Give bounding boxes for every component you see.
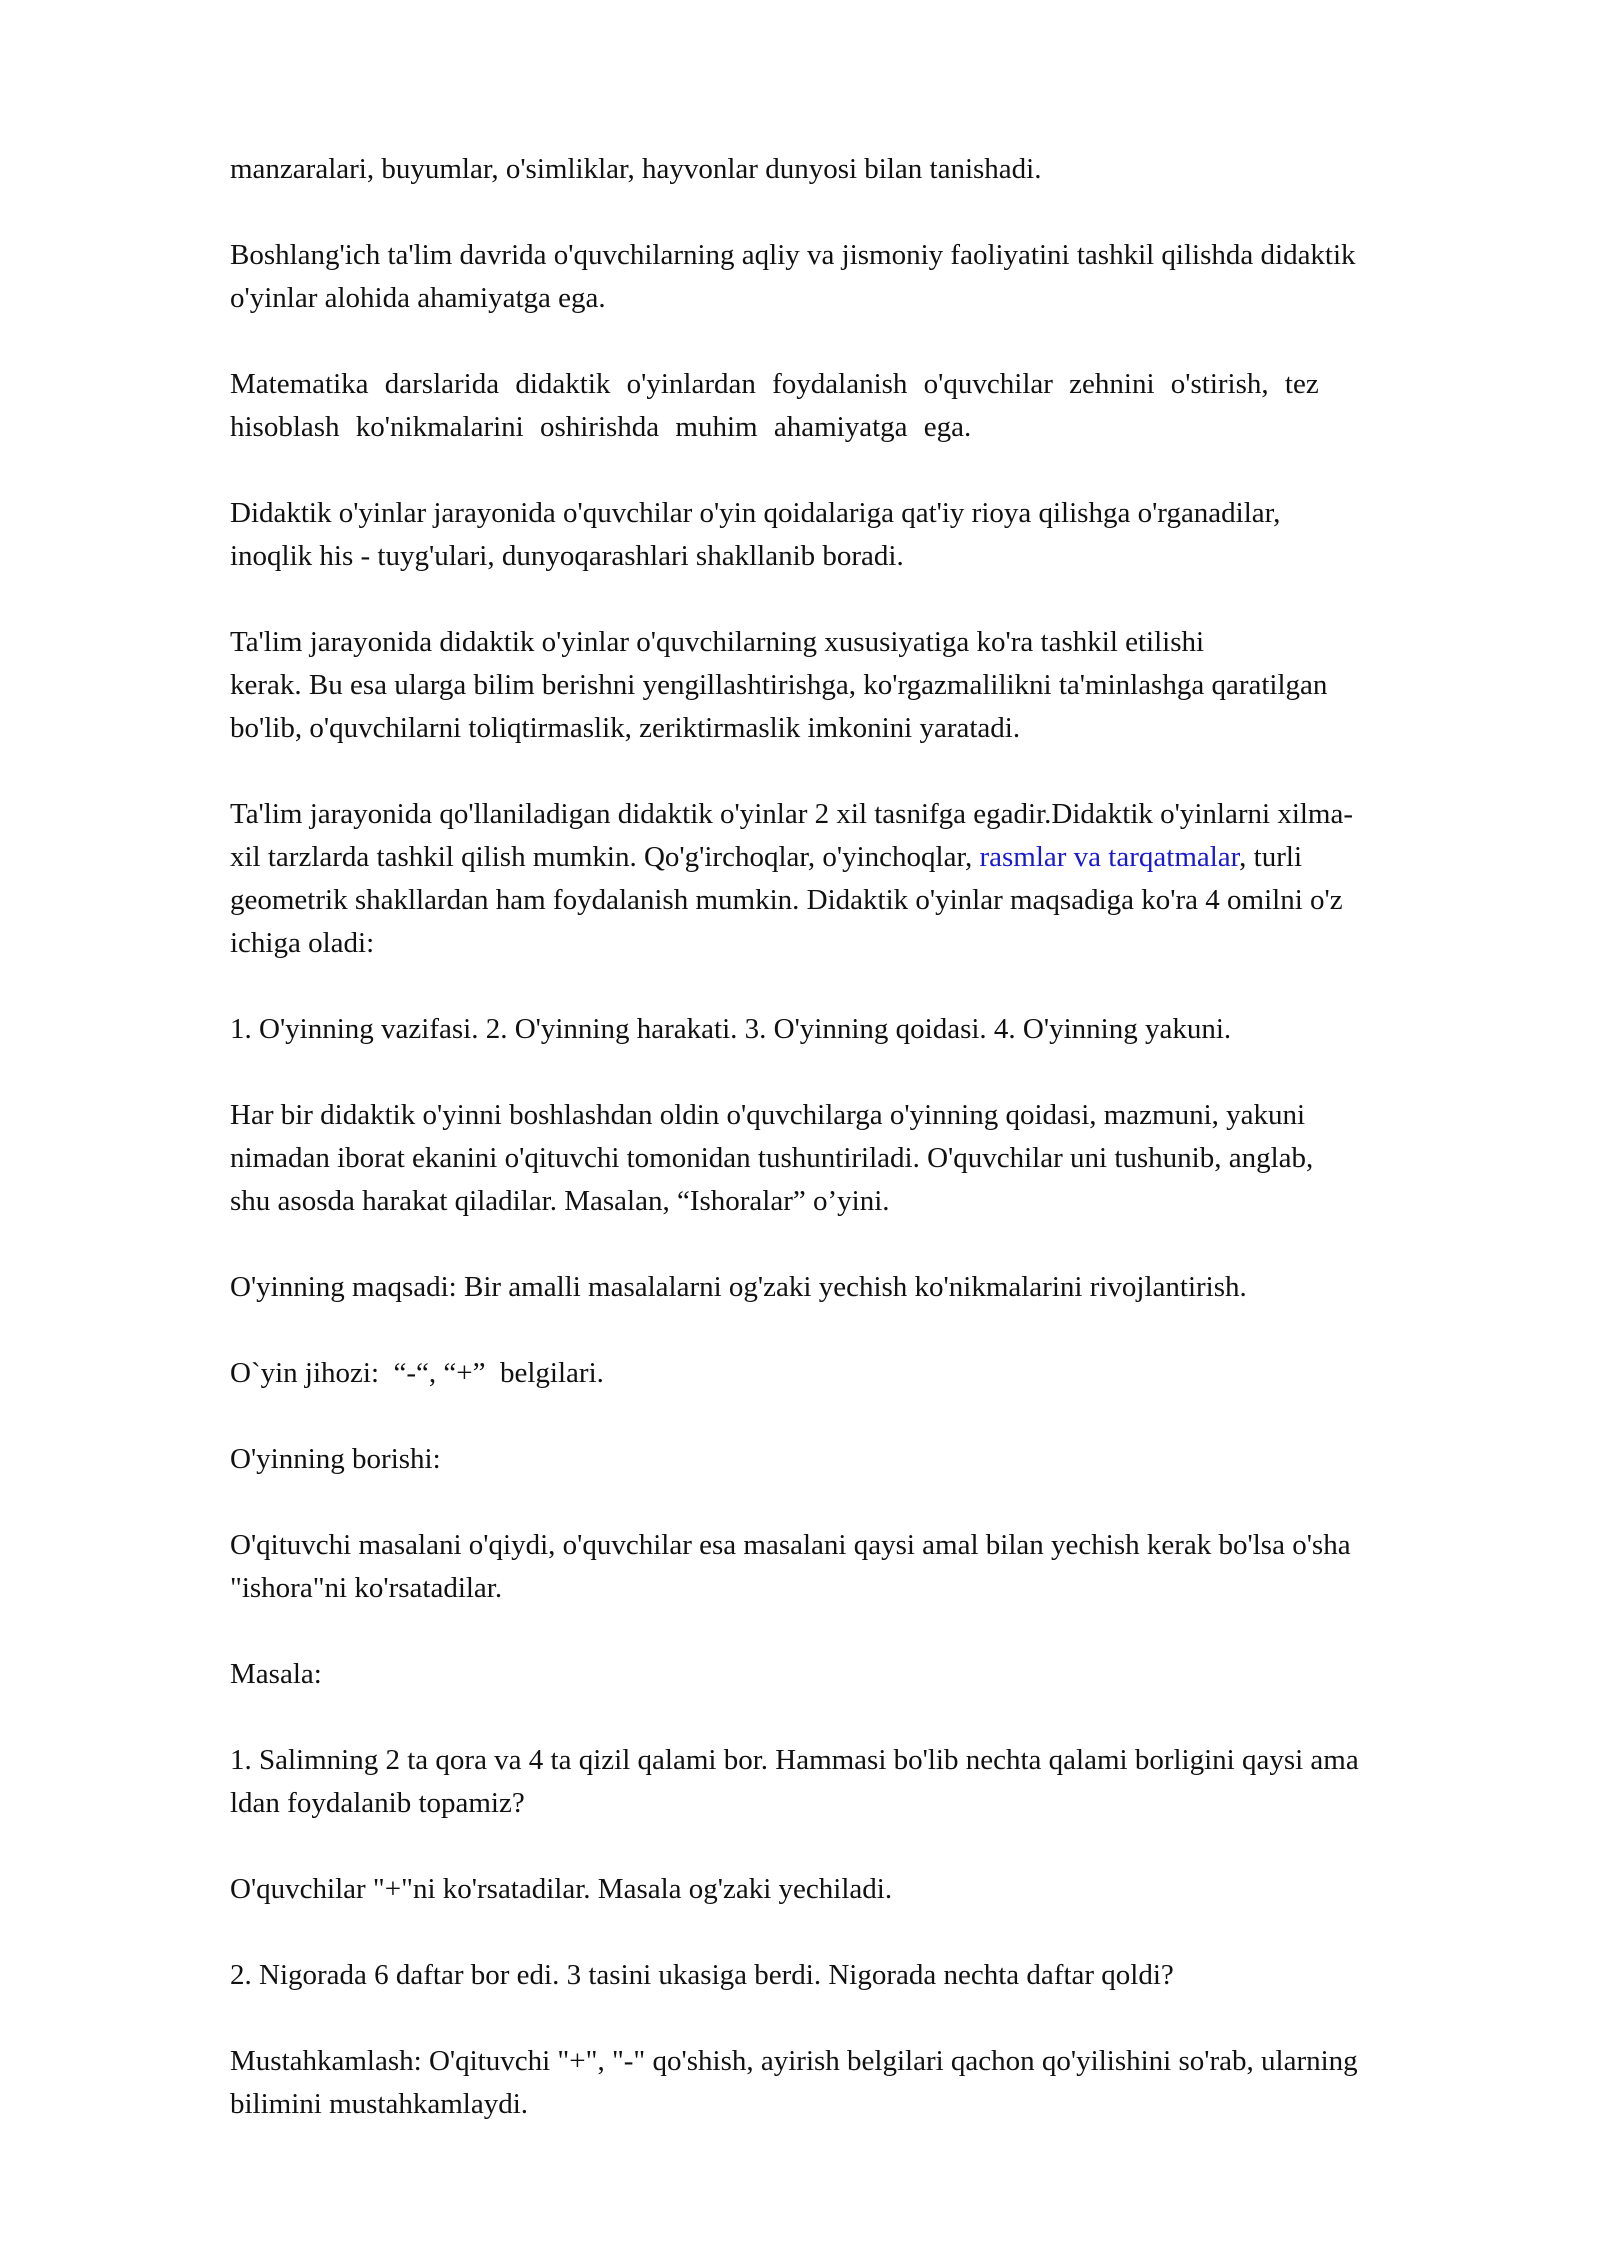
text-line: Ta'lim jarayonida qo'llaniladigan didaktik o'yinlar 2 xil tasnifga egadir.Didaktik o'yinlarni xilma- (230, 798, 1354, 830)
text-line: Har bir didaktik o'yinni boshlashdan oldin o'quvchilarga o'yinning qoidasi, mazmuni, yakuni (230, 1099, 1306, 1131)
text-line: Masala: (230, 1658, 322, 1690)
text-line: kerak. Bu esa ularga bilim berishni yengillashtirishga, ko'rgazmalilikni ta'minlashga qaratilgan (230, 669, 1328, 701)
text-line: 2. Nigorada 6 daftar bor edi. 3 tasini ukasiga berdi. Nigorada nechta daftar qoldi? (230, 1959, 1174, 1991)
text-line: O'quvchilar "+"ni ko'rsatadilar. Masala og'zaki yechiladi. (230, 1873, 893, 1905)
paragraph-game-classification (230, 793, 1500, 965)
paragraph-game-equipment (230, 1352, 1500, 1395)
text-line: o'yinlar alohida ahamiyatga ega. (230, 282, 606, 314)
paragraph-learning-process (230, 621, 1500, 750)
paragraph-reinforcement (230, 2040, 1500, 2126)
text-line: O'yinning maqsadi: Bir amalli masalalarni og'zaki yechish ko'nikmalarini rivojlantirish. (230, 1271, 1247, 1303)
text-line: Didaktik o'yinlar jarayonida o'quvchilar o'yin qoidalariga qat'iy rioya qilishga o'rganadilar, (230, 497, 1281, 529)
text-line: O'qituvchi masalani o'qiydi, o'quvchilar esa masalani qaysi amal bilan yechish kerak bo'lsa o'sha (230, 1529, 1351, 1561)
text-line: bilimini mustahkamlaydi. (230, 2088, 529, 2120)
text-segment: xil tarzlarda tashkil qilish mumkin. Qo'g'irchoqlar, o'yinchoqlar, (230, 841, 980, 873)
paragraph-problem-heading (230, 1653, 1500, 1696)
paragraph-teacher-reads (230, 1524, 1500, 1610)
text-segment: , turli (1239, 841, 1303, 873)
text-line: shu asosda harakat qiladilar. Masalan, “Ishoralar” o’yini. (230, 1185, 890, 1217)
paragraph-math-lessons (230, 363, 1500, 449)
paragraph-game-goal (230, 1266, 1500, 1309)
text-line: O`yin jihozi: “-“, “+” belgilari. (230, 1357, 604, 1389)
text-line-with-link (230, 836, 1500, 879)
paragraph-students-show-plus (230, 1868, 1500, 1911)
text-line: nimadan iborat ekanini o'qituvchi tomonidan tushuntiriladi. O'quvchilar uni tushunib, anglab, (230, 1142, 1314, 1174)
text-line: hisoblash ko'nikmalarini oshirishda muhim ahamiyatga ega. (230, 411, 972, 443)
paragraph-before-game (230, 1094, 1500, 1223)
text-line: Boshlang'ich ta'lim davrida o'quvchilarning aqliy va jismoniy faoliyatini tashkil qilishda didaktik (230, 239, 1356, 271)
link-rasmlar-va-tarqatmalar[interactable]: rasmlar va tarqatmalar (979, 841, 1240, 873)
text-line: bo'lib, o'quvchilarni toliqtirmaslik, zeriktirmaslik imkonini yaratadi. (230, 712, 1021, 744)
paragraph-primary-education (230, 234, 1500, 320)
text-line: geometrik shakllardan ham foydalanish mumkin. Didaktik o'yinlar maqsadiga ko'ra 4 omilni o'z (230, 884, 1343, 916)
paragraph-intro (230, 148, 1500, 191)
text-line: ldan foydalanib topamiz? (230, 1787, 525, 1819)
paragraph-problem-2 (230, 1954, 1500, 1997)
paragraph-game-rules (230, 492, 1500, 578)
text-line: inoqlik his - tuyg'ulari, dunyoqarashlari shakllanib boradi. (230, 540, 904, 572)
text-line: 1. O'yinning vazifasi. 2. O'yinning harakati. 3. O'yinning qoidasi. 4. O'yinning yakuni. (230, 1013, 1232, 1045)
text-line: Ta'lim jarayonida didaktik o'yinlar o'quvchilarning xususiyatiga ko'ra tashkil etilishi (230, 626, 1205, 658)
text-line: ichiga oladi: (230, 927, 375, 959)
text-line: 1. Salimning 2 ta qora va 4 ta qizil qalami bor. Hammasi bo'lib nechta qalami borligini qaysi ama (230, 1744, 1359, 1776)
text-line: Mustahkamlash: O'qituvchi "+", "-" qo'shish, ayirish belgilari qachon qo'yilishini so'rab, ularning (230, 2045, 1358, 2077)
paragraph-problem-1 (230, 1739, 1500, 1825)
text-line: "ishora"ni ko'rsatadilar. (230, 1572, 503, 1604)
document-page (230, 148, 1500, 2169)
text-line: manzaralari, buyumlar, o'simliklar, hayvonlar dunyosi bilan tanishadi. (230, 153, 1042, 185)
paragraph-game-progress-heading (230, 1438, 1500, 1481)
text-line: O'yinning borishi: (230, 1443, 441, 1475)
text-line: Matematika darslarida didaktik o'yinlardan foydalanish o'quvchilar zehnini o'stirish, tez (230, 368, 1319, 400)
paragraph-game-factors-list (230, 1008, 1500, 1051)
